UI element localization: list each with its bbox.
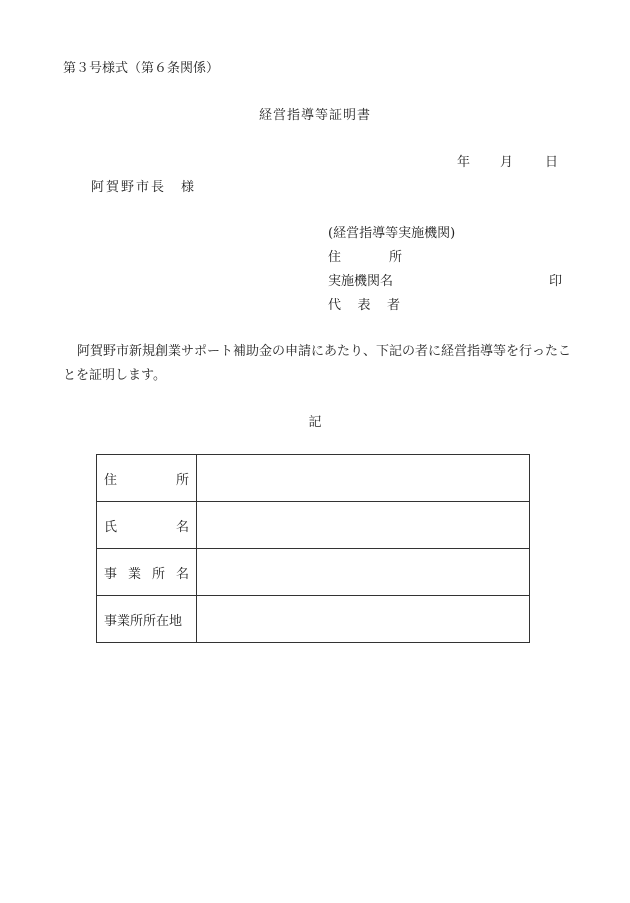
issuer-rep-char: 表 bbox=[357, 298, 371, 313]
issuer-address-label bbox=[328, 246, 402, 265]
business-location-value-cell[interactable] bbox=[197, 596, 530, 643]
label-char: 業 bbox=[127, 566, 141, 582]
issuer-rep-char: 者 bbox=[386, 298, 400, 313]
record-table bbox=[96, 454, 530, 643]
label-char: 氏 bbox=[104, 519, 118, 535]
form-number: 第３号様式（第６条関係） bbox=[63, 61, 220, 76]
label-char: 名 bbox=[175, 566, 189, 582]
row-label-business-name bbox=[97, 549, 197, 596]
business-name-value-cell[interactable] bbox=[197, 549, 530, 596]
date-month-label: 月 bbox=[500, 155, 514, 170]
issuer-address-char: 住 bbox=[328, 250, 342, 265]
issuer-representative-label bbox=[328, 294, 400, 313]
table-row bbox=[97, 596, 530, 643]
label-char: 所 bbox=[175, 472, 189, 488]
ki-heading: 記 bbox=[308, 415, 322, 430]
label-char: 住 bbox=[104, 472, 118, 488]
issuer-address-char: 所 bbox=[388, 250, 402, 265]
issuer-heading: (経営指導等実施機関) bbox=[328, 226, 456, 241]
row-label-address bbox=[97, 455, 197, 502]
issuer-rep-char: 代 bbox=[328, 298, 342, 313]
table-row bbox=[97, 549, 530, 596]
label-char: 名 bbox=[175, 519, 189, 535]
seal-mark: 印 bbox=[549, 274, 563, 289]
document-title: 経営指導等証明書 bbox=[258, 108, 371, 123]
table-row bbox=[97, 502, 530, 549]
date-day-label: 日 bbox=[545, 155, 559, 170]
certification-statement: 阿賀野市新規創業サポート補助金の申請にあたり、下記の者に経営指導等を行ったことを証明します。 bbox=[63, 344, 572, 383]
label-char: 所 bbox=[151, 566, 165, 582]
label-char: 事 bbox=[104, 566, 118, 582]
label-text: 事業所所在地 bbox=[104, 613, 183, 629]
issuer-name-label: 実施機関名 bbox=[328, 274, 394, 289]
address-value-cell[interactable] bbox=[197, 455, 530, 502]
addressee: 阿賀野市長 様 bbox=[91, 180, 197, 195]
row-label-name bbox=[97, 502, 197, 549]
row-label-business-location bbox=[97, 596, 197, 643]
date-year-label: 年 bbox=[457, 155, 471, 170]
table-row bbox=[97, 455, 530, 502]
name-value-cell[interactable] bbox=[197, 502, 530, 549]
